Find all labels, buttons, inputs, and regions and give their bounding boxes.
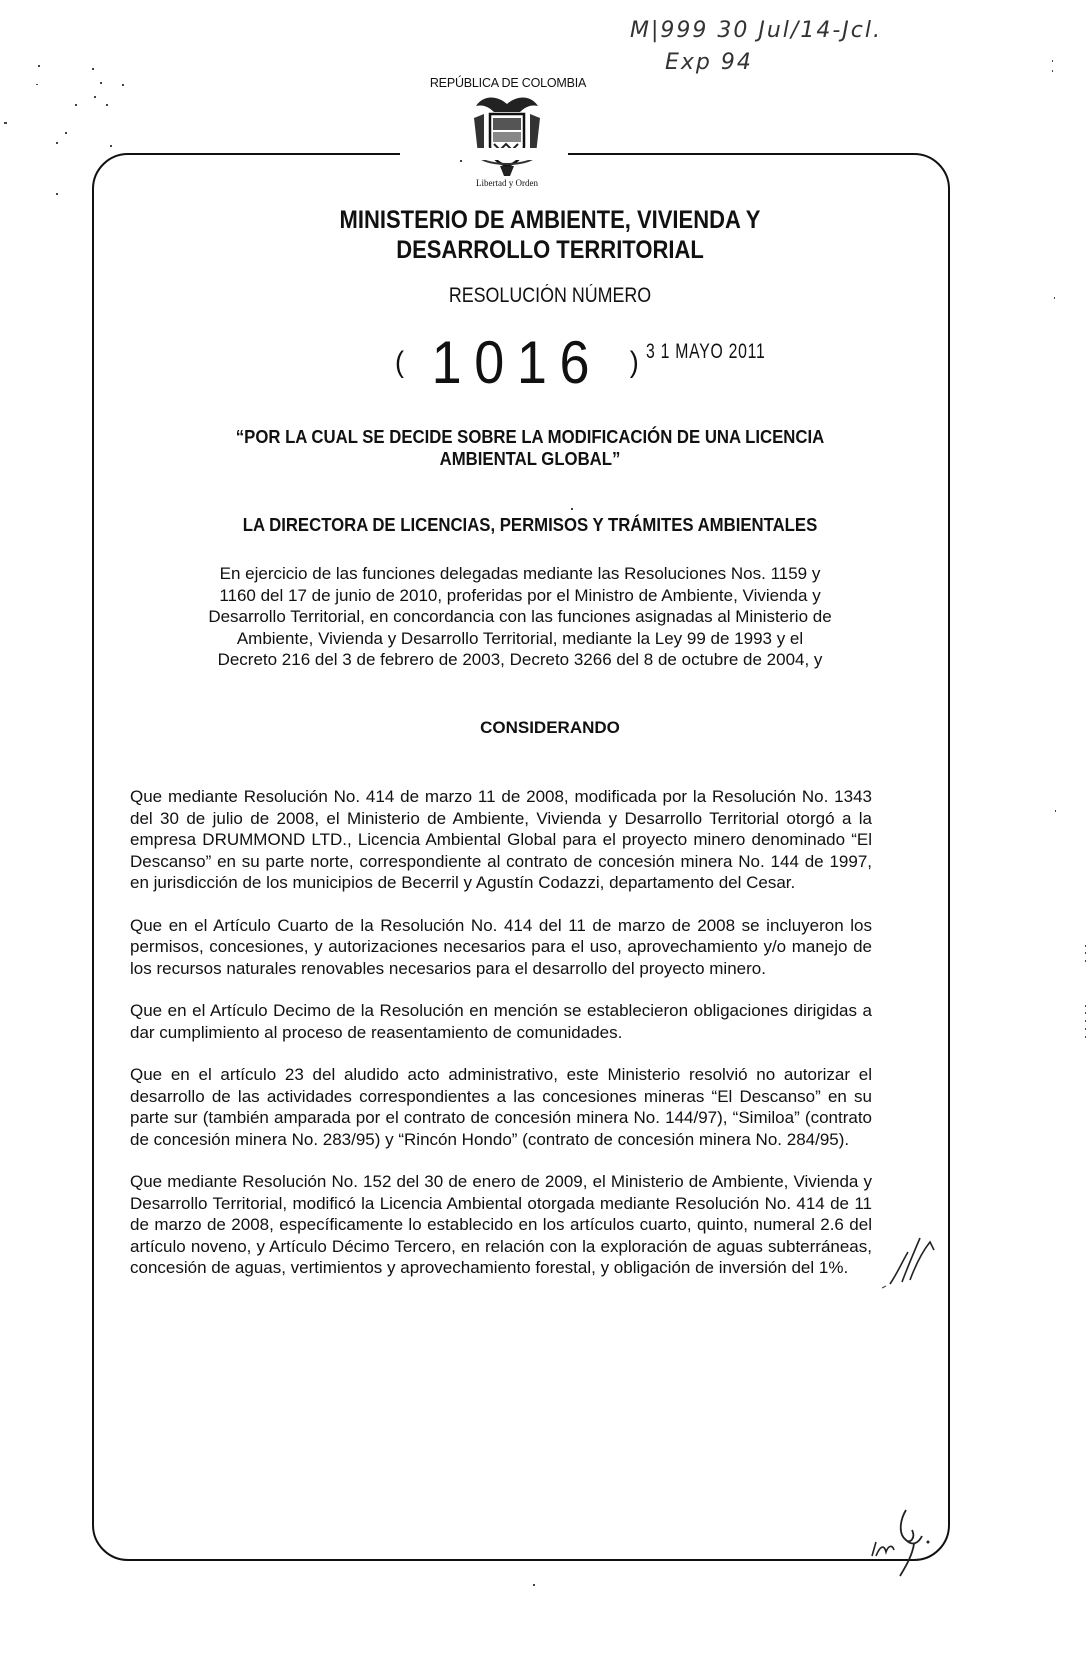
footer-initials-signature [866, 1500, 946, 1580]
consideration-paragraph: Que mediante Resolución No. 414 de marzo 11 de 2008, modificada por la Resolución No. 1343 del 30 de julio de 2008, el Ministerio de Ambiente, Vivienda y Desarrollo Territorial otorgó a la empresa DRUMMOND LTD., Licencia Ambiental Global para el proyecto minero denominado “El Descanso” en su parte norte, correspondiente al contrato de concesión minera No. 144 de 1997, en jurisdicción de los municipios de Becerril y Agustín Codazzi, departamento del Cesar. [130, 787, 872, 892]
ministry-line-2: DESARROLLO TERRITORIAL [396, 236, 704, 264]
preamble-line: Desarrollo Territorial, en concordancia con las funciones asignadas al Ministerio de [208, 607, 832, 626]
resolution-number-value: 1016 [431, 329, 603, 396]
resolution-date-stamp: 3 1 MAYO 2011 [646, 340, 766, 363]
preamble-line: Decreto 216 del 3 de febrero de 2003, Decreto 3266 del 8 de octubre de 2004, y [217, 650, 823, 669]
considerando-heading: CONSIDERANDO [480, 718, 620, 737]
handwritten-file-number: Exp 94 [665, 50, 753, 75]
ministry-line-1: MINISTERIO DE AMBIENTE, VIVIENDA Y [339, 206, 761, 234]
preamble-line: En ejercicio de las funciones delegadas mediante las Resoluciones Nos. 1159 y [219, 564, 821, 583]
consideration-paragraph: Que en el artículo 23 del aludido acto administrativo, este Ministerio resolvió no autorizar el desarrollo de las actividades correspondientes a las concesiones mineras “El Descanso” en su parte sur (también amparada por el contrato de concesión minera No. 144/97), “Similoa” (contrato de concesión minera No. 283/95) y “Rincón Hondo” (contrato de concesión minera No. 284/95). [130, 1065, 872, 1149]
consideration-paragraph: Que en el Artículo Decimo de la Resolución en mención se establecieron obligaciones dirigidas a dar cumplimiento al proceso de reasentamiento de comunidades. [130, 1001, 872, 1042]
ministry-name [242, 205, 858, 265]
resolution-title [158, 426, 902, 470]
resolution-number [395, 330, 639, 396]
preamble-line: 1160 del 17 de junio de 2010, proferidas por el Ministro de Ambiente, Vivienda y [219, 585, 821, 605]
resolution-label: RESOLUCIÓN NÚMERO [448, 284, 652, 307]
issuing-authority: LA DIRECTORA DE LICENCIAS, PERMISOS Y TRÁMITES AMBIENTALES [242, 515, 818, 535]
consideration-paragraph: Que mediante Resolución No. 152 del 30 de enero de 2009, el Ministerio de Ambiente, Vivienda y Desarrollo Territorial, modificó la Licencia Ambiental otorgada mediante Resolución No. 414 de 11 de marzo de 2008, específicamente lo establecido en los artículos cuarto, quinto, numeral 2.6 del artículo noveno, y Artículo Décimo Tercero, en relación con la exploración de aguas subterráneas, concesión de aguas, vertimientos y aprovechamiento forestal, y obligación de inversión del 1%. [130, 1172, 872, 1277]
preamble [120, 563, 920, 671]
margin-initials-signature [880, 1222, 960, 1292]
resolution-open-paren: ( [395, 346, 404, 379]
country-name: REPÚBLICA DE COLOMBIA [429, 76, 587, 90]
considerations-body [130, 786, 872, 1295]
resolution-title-line-1: “POR LA CUAL SE DECIDE SOBRE LA MODIFICACIÓN DE UNA LICENCIA [235, 427, 825, 447]
consideration-paragraph: Que en el Artículo Cuarto de la Resolución No. 414 del 11 de marzo de 2008 se incluyeron los permisos, concesiones, y autorizaciones necesarios para el uso, aprovechamiento y/o manejo de los recursos naturales renovables necesarios para el desarrollo del proyecto minero. [130, 915, 872, 978]
frame-emblem-gap [400, 148, 568, 160]
resolution-title-line-2: AMBIENTAL GLOBAL” [439, 449, 621, 469]
resolution-close-paren: ) [629, 346, 639, 379]
emblem-motto: Libertad y Orden [476, 178, 538, 188]
handwritten-file-note: M|999 30 Jul/14-Jcl. [630, 18, 882, 43]
preamble-line: Ambiente, Vivienda y Desarrollo Territorial, mediante la Ley 99 de 1993 y el [236, 628, 804, 648]
